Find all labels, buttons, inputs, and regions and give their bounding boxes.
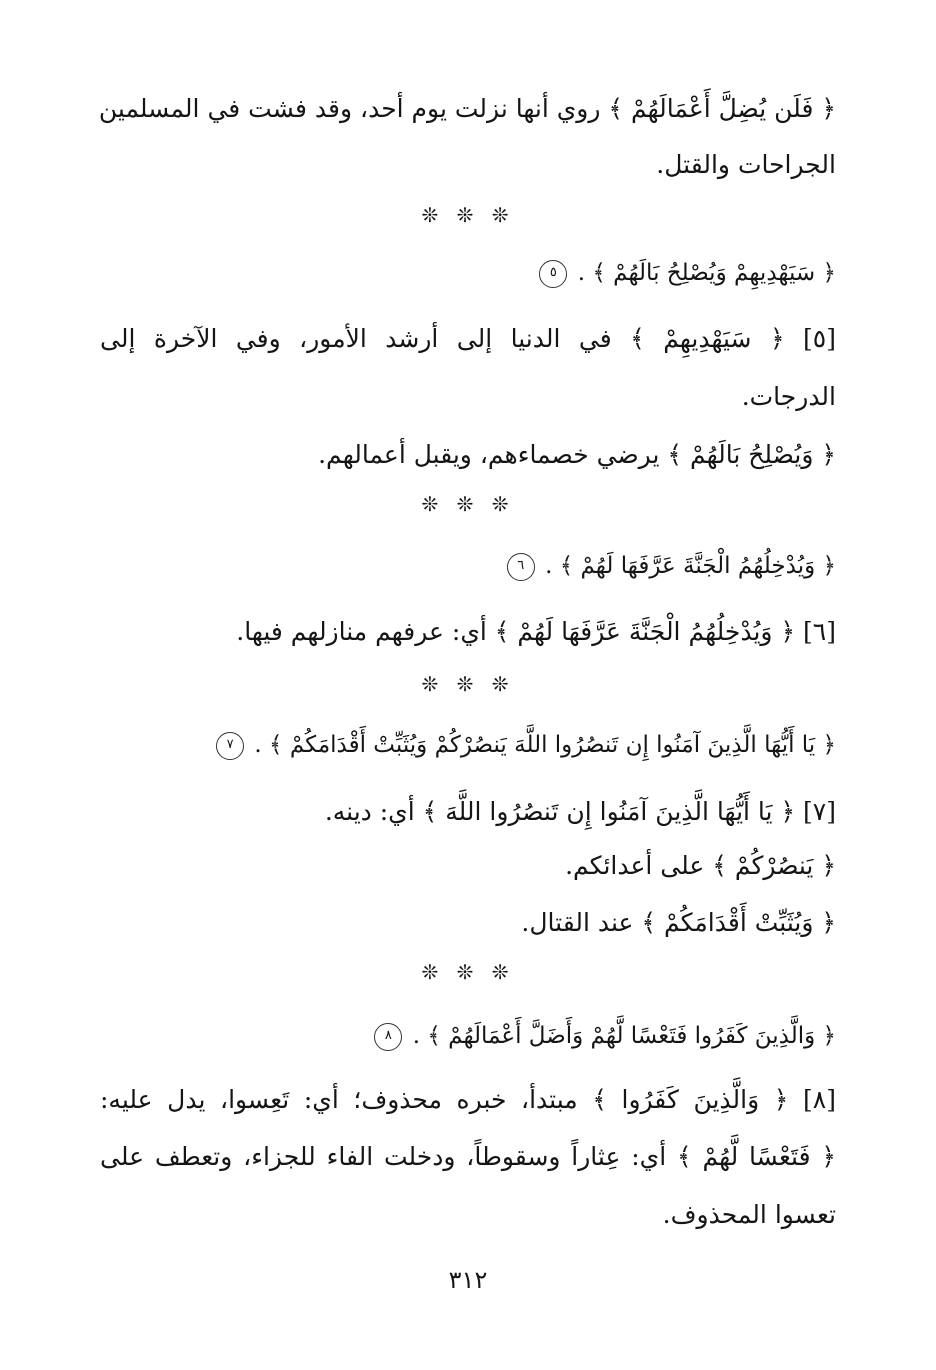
text-line: ﴿ وَيُثَبِّتْ أَقْدَامَكُمْ ﴾ عند القتال. <box>521 908 836 937</box>
text-line: الجراحات والقتل. <box>656 150 836 179</box>
verse-number-badge: ٥ <box>539 260 567 288</box>
text-line: ﴿ يَنصُرْكُمْ ﴾ على أعدائكم. <box>565 851 836 880</box>
text-line: [٨] ﴿ وَالَّذِينَ كَفَرُوا ﴾ مبتدأ، خبره محذوف؛ أي: تَعِسوا، يدل عليه: <box>100 1085 836 1114</box>
verse-8 <box>371 1018 836 1054</box>
section-separator: ❊ ❊ ❊ <box>421 203 515 227</box>
section-separator: ❊ ❊ ❊ <box>421 492 515 516</box>
text-line: [٦] ﴿ وَيُدْخِلُهُمُ الْجَنَّةَ عَرَّفَهَا لَهُمْ ﴾ أي: عرفهم منازلهم فيها. <box>236 617 836 646</box>
verse-text: ﴿ يَا أَيُّهَا الَّذِينَ آمَنُوا إِن تَنصُرُوا اللَّهَ يَنصُرْكُمْ وَيُثَبِّتْ أَقْدَامَكُمْ ﴾ . <box>254 732 836 758</box>
text-line: ﴿ فَلَن يُضِلَّ أَعْمَالَهُمْ ﴾ روي أنها نزلت يوم أحد، وقد فشت في المسلمين <box>98 94 836 123</box>
verse-text: ﴿ وَالَّذِينَ كَفَرُوا فَتَعْسًا لَّهُمْ وَأَضَلَّ أَعْمَالَهُمْ ﴾ . <box>412 1023 836 1049</box>
text-line: ﴿ فَتَعْسًا لَّهُمْ ﴾ أي: عِثاراً وسقوطاً، ودخلت الفاء للجزاء، وتعطف على <box>100 1142 836 1171</box>
text-line: تعسوا المحذوف. <box>662 1200 836 1229</box>
verse-number-badge: ٧ <box>216 732 244 760</box>
section-separator: ❊ ❊ ❊ <box>421 672 515 696</box>
verse-text: ﴿ وَيُدْخِلُهُمُ الْجَنَّةَ عَرَّفَهَا لَهُمْ ﴾ . <box>545 553 836 579</box>
verse-7 <box>213 727 836 763</box>
page-number: ٣١٢ <box>448 1266 488 1294</box>
verse-number-badge: ٦ <box>507 553 535 581</box>
verse-text: ﴿ سَيَهْدِيهِمْ وَيُصْلِحُ بَالَهُمْ ﴾ . <box>577 260 836 286</box>
section-separator: ❊ ❊ ❊ <box>421 960 515 984</box>
verse-number-badge: ٨ <box>374 1023 402 1051</box>
text-line: [٧] ﴿ يَا أَيُّهَا الَّذِينَ آمَنُوا إِن تَنصُرُوا اللَّهَ ﴾ أي: دينه. <box>324 797 836 826</box>
text-line: [٥] ﴿ سَيَهْدِيهِمْ ﴾ في الدنيا إلى أرشد الأمور، وفي الآخرة إلى <box>100 324 836 353</box>
text-line: ﴿ وَيُصْلِحُ بَالَهُمْ ﴾ يرضي خصماءهم، ويقبل أعمالهم. <box>318 440 836 469</box>
text-line: الدرجات. <box>741 382 836 411</box>
verse-5 <box>536 255 836 291</box>
verse-6 <box>504 548 836 584</box>
